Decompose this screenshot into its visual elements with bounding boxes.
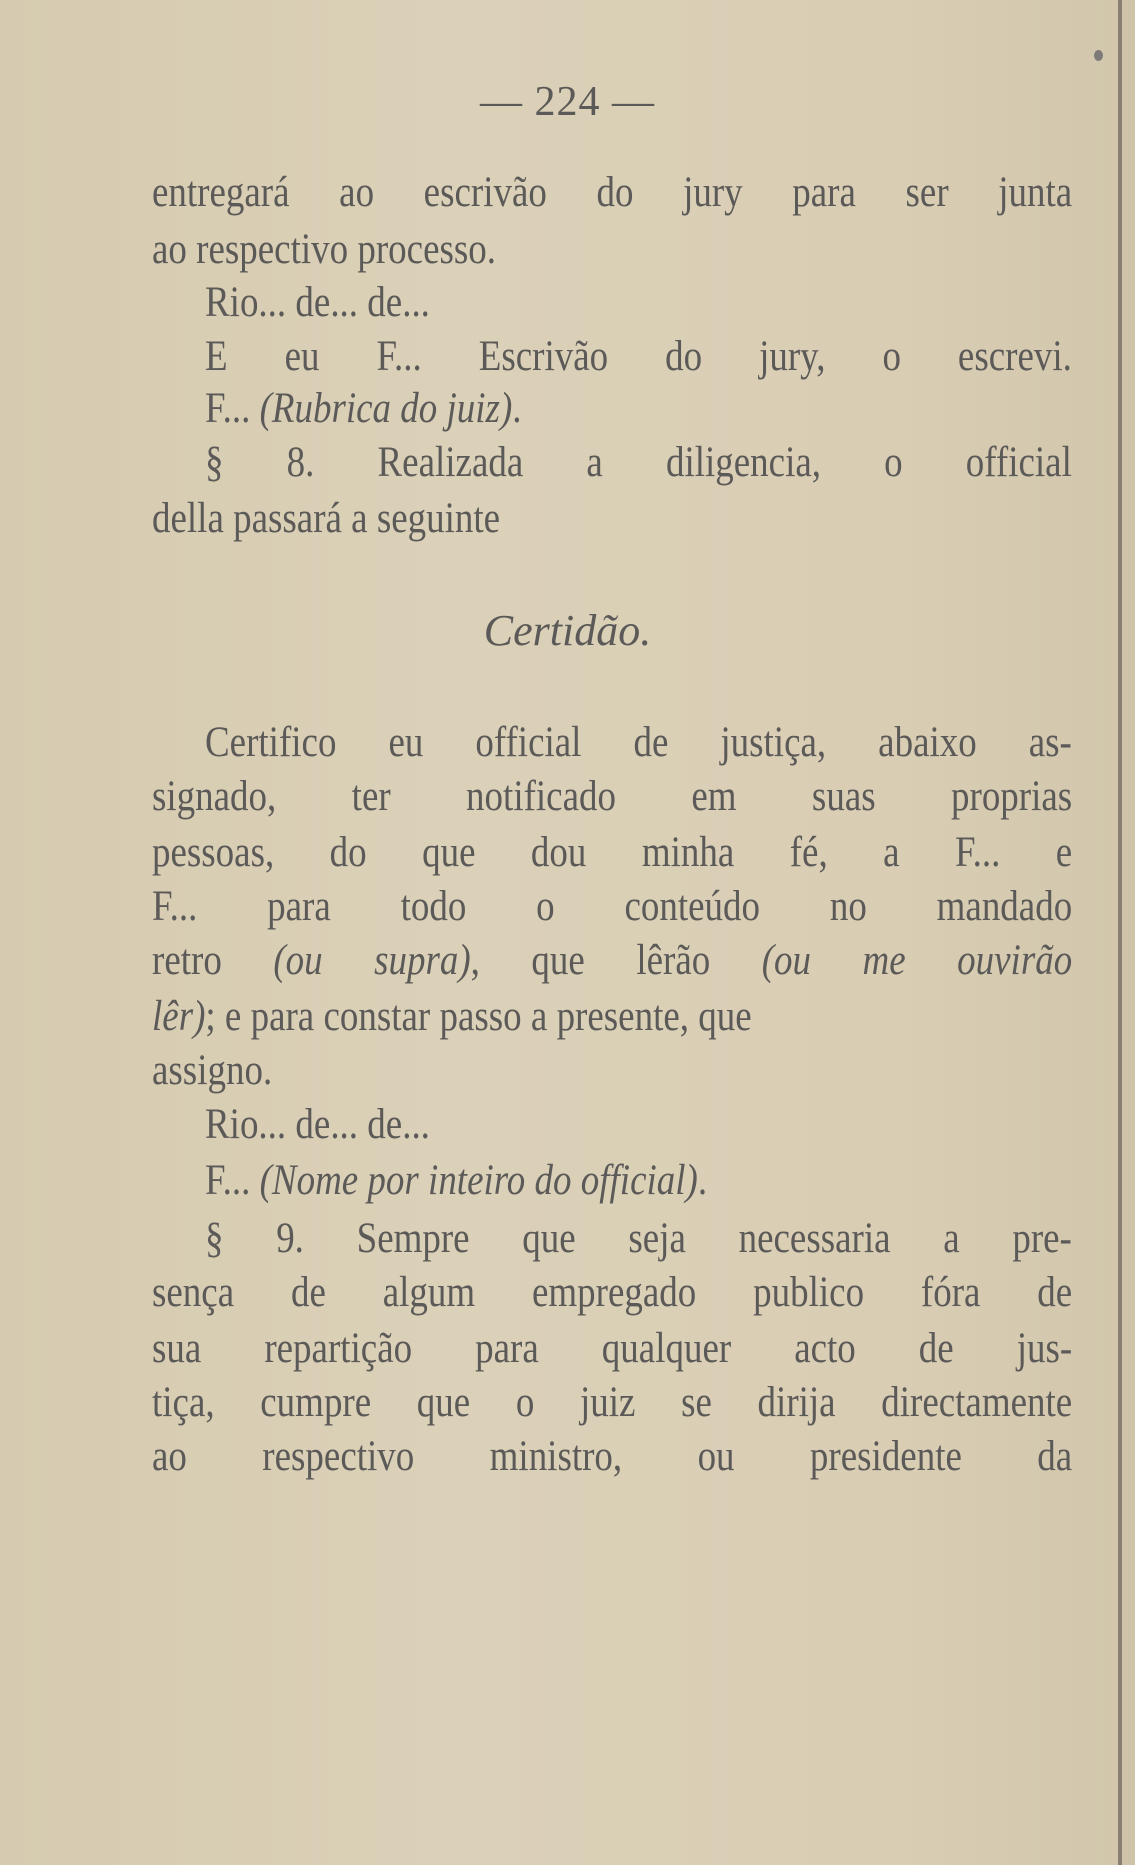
section-8-line: § 8. Realizada a diligencia, o official (205, 439, 1072, 486)
text-segment: , que lêrão (470, 937, 762, 984)
text-segment: ; e para constar passo a presente, que (205, 993, 752, 1040)
text-segment: F... (205, 1157, 260, 1204)
text-line: entregará ao escrivão do jury para ser junta (152, 169, 1073, 216)
certificate-signature-line (205, 1150, 996, 1212)
italic-segment: (Nome por inteiro do official) (259, 1157, 698, 1204)
section-9-line: tiça, cumpre que o juiz se dirija directamente (152, 1379, 1073, 1426)
text-line (205, 378, 996, 440)
certificate-line: F... para todo o conteúdo no mandado (152, 883, 1073, 930)
text-segment: retro (152, 937, 274, 984)
italic-segment: (ou me ouvirão (761, 937, 1073, 984)
ink-spot (1094, 50, 1103, 61)
text-segment: . (697, 1157, 708, 1204)
certificate-line: Certifico eu official de justiça, abaixo as- (205, 719, 1072, 766)
italic-note: (Rubrica do juiz) (259, 385, 513, 432)
section-9-line: § 9. Sempre que seja necessaria a pre- (205, 1215, 1072, 1262)
text-prefix: F... (205, 385, 260, 432)
page-margin-strip (1122, 0, 1135, 1865)
certificate-line: pessoas, do que dou minha fé, a F... e (152, 829, 1073, 876)
page-number: — 224 — (480, 79, 655, 125)
text-line: ao respectivo processo. (152, 226, 496, 273)
certificate-line (152, 930, 1072, 992)
section-9-line: sença de algum empregado publico fóra de (152, 1269, 1073, 1316)
certificate-line (152, 986, 943, 1048)
text-line: E eu F... Escrivão do jury, o escrevi. (205, 333, 1072, 380)
text-suffix: . (512, 385, 522, 432)
text-line: della passará a seguinte (152, 495, 501, 542)
section-9-line: ao respectivo ministro, ou presidente da (152, 1433, 1073, 1480)
section-heading: Certidão. (483, 606, 652, 655)
text-line: Rio... de... de... (205, 279, 430, 326)
italic-segment: lêr) (152, 993, 206, 1040)
italic-segment: (ou supra) (273, 937, 471, 984)
certificate-line: assigno. (152, 1047, 273, 1094)
certificate-line: signado, ter notificado em suas proprias (152, 773, 1073, 820)
section-9-line: sua repartição para qualquer acto de jus- (152, 1325, 1073, 1372)
certificate-date-line: Rio... de... de... (205, 1101, 430, 1148)
